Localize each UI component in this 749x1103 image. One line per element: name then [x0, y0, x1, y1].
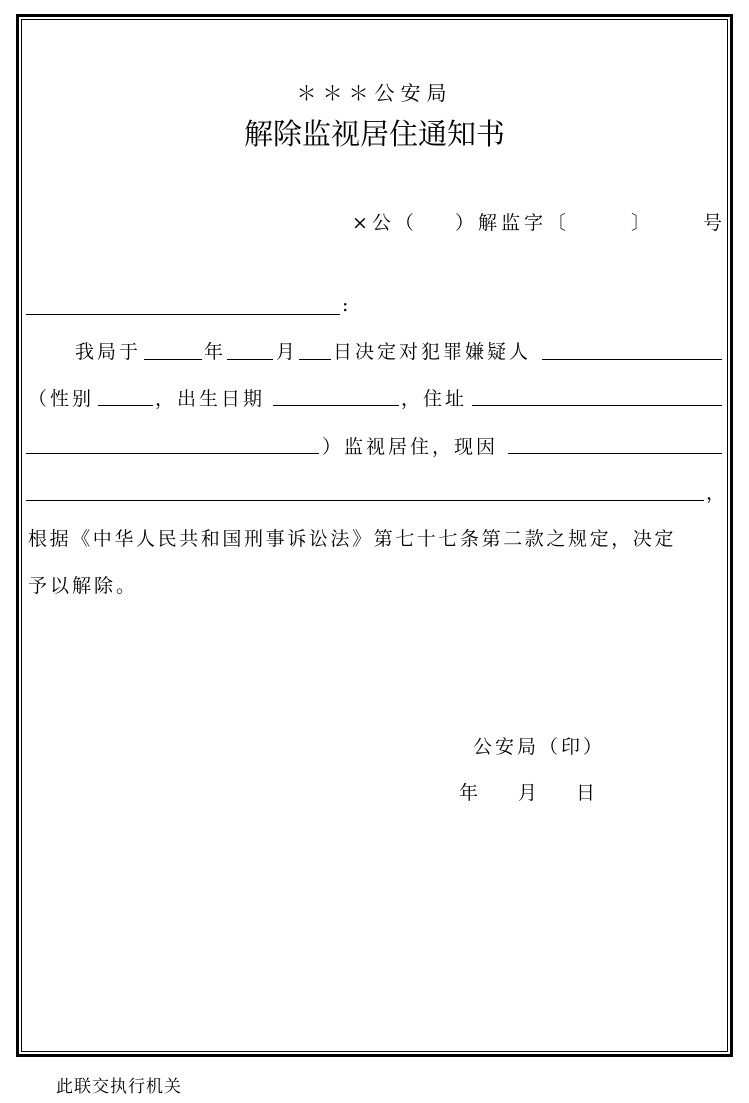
line2-birth: ，出生日期 — [155, 388, 266, 410]
line2-address: ，住址 — [401, 388, 468, 410]
signature-year: 年 — [459, 782, 482, 804]
birthdate-blank[interactable] — [273, 405, 399, 406]
line1-lead: 我局于 — [75, 341, 142, 363]
line2-gender: （性别 — [28, 388, 95, 410]
year-blank[interactable] — [144, 359, 202, 360]
suspect-name-blank[interactable] — [542, 359, 722, 360]
reason-blank[interactable] — [508, 453, 722, 454]
line4-comma: ， — [706, 482, 729, 504]
signature-month: 月 — [518, 782, 541, 804]
seal-text: 公安局（印） — [473, 736, 606, 758]
line1-month: 月 — [276, 341, 299, 363]
doc-number-close: 〕 — [631, 212, 655, 234]
address-continue-blank[interactable] — [26, 453, 319, 454]
agency-name: ＊＊＊公安局 — [296, 81, 453, 105]
addressee-colon: : — [342, 294, 352, 316]
legal-basis-text: 根据《中华人民共和国刑事诉讼法》第七十七条第二款之规定，决定 — [28, 528, 677, 550]
addressee-blank[interactable] — [26, 314, 340, 315]
document-title: 解除监视居住通知书 — [243, 117, 505, 151]
day-blank[interactable] — [299, 359, 331, 360]
doc-number-mid: ）解监字〔 — [455, 212, 571, 234]
line1-day-text: 日决定对犯罪嫌疑人 — [333, 341, 532, 363]
doc-number-suffix: 号 — [703, 212, 727, 234]
footer-note: 此联交执行机关 — [56, 1077, 182, 1097]
release-text: 予以解除。 — [28, 575, 139, 597]
address-blank[interactable] — [472, 405, 722, 406]
gender-blank[interactable] — [98, 405, 153, 406]
month-blank[interactable] — [227, 359, 273, 360]
line3-text: ）监视居住，现因 — [322, 436, 499, 458]
reason-continue-blank[interactable] — [26, 500, 704, 501]
line1-year: 年 — [204, 341, 227, 363]
signature-day: 日 — [576, 782, 599, 804]
doc-number-prefix: ×公（ — [352, 212, 418, 234]
